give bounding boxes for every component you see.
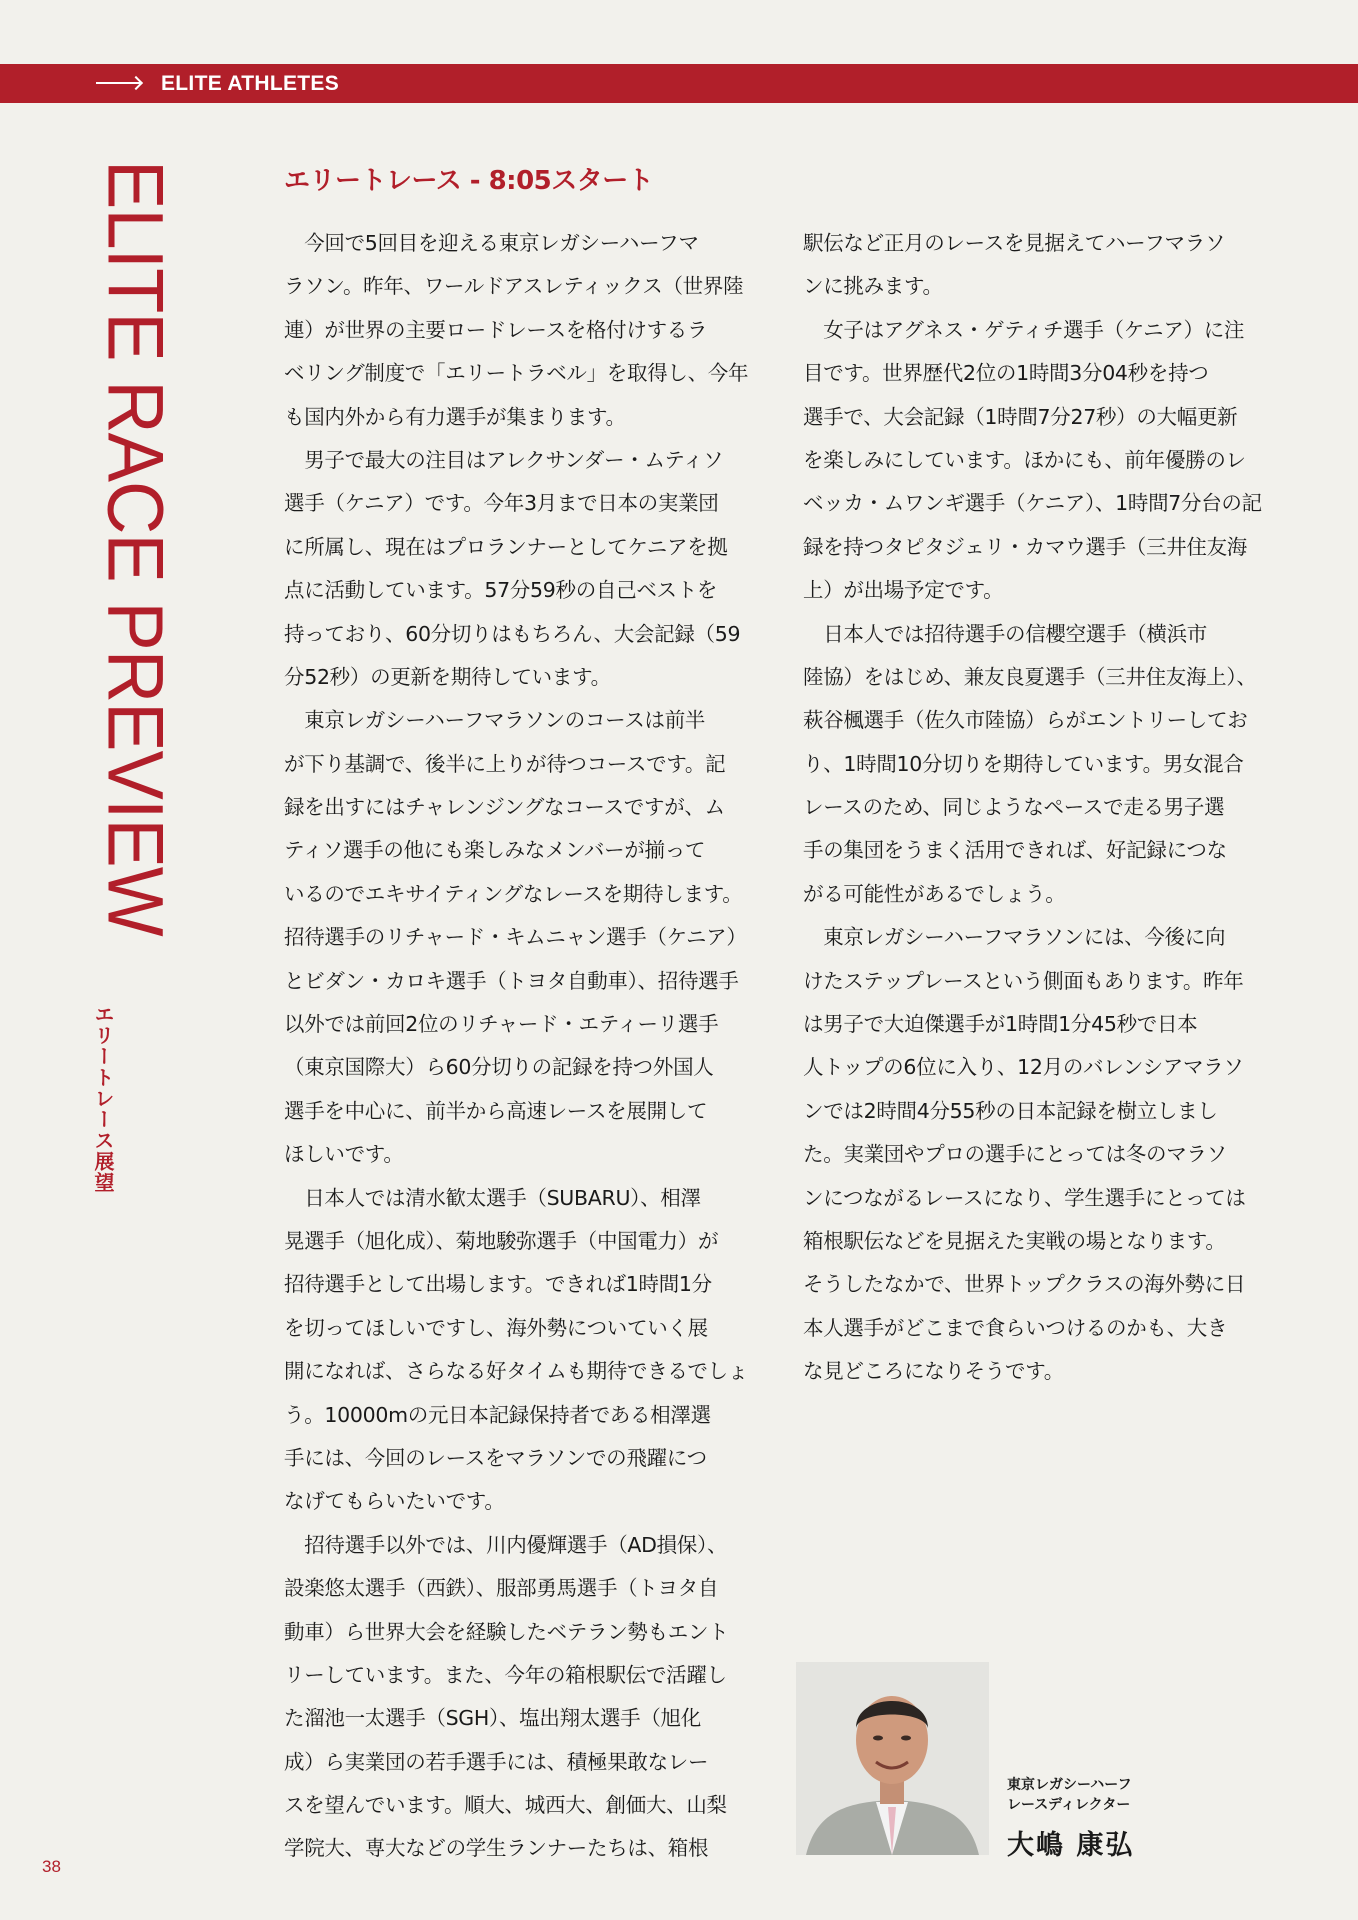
body-text-line: 手には、今回のレースをマラソンでの飛躍につ	[284, 1445, 707, 1470]
page-number: 38	[42, 1857, 61, 1876]
body-text-line: ティソ選手の他にも楽しみなメンバーが揃って	[284, 838, 706, 863]
body-text-line: ンでは2時間4分55秒の日本記録を樹立しまし	[803, 1098, 1218, 1123]
body-text-line: な見どころになりそうです。	[803, 1359, 1064, 1384]
body-text-line: 選手で、大会記録（1時間7分27秒）の大幅更新	[803, 404, 1238, 429]
body-text-line: 今回で5回目を迎える東京レガシーハーフマ	[284, 231, 699, 255]
header-label: ELITE ATHLETES	[161, 72, 340, 95]
body-text-line: 人トップの6位に入り、12月のバレンシアマラソ	[803, 1055, 1244, 1080]
body-text-line: に所属し、現在はプロランナーとしてケニアを拠	[284, 534, 728, 559]
body-text-line: 分52秒）の更新を期待しています。	[284, 664, 611, 689]
body-text-line: ベリング制度で「エリートラベル」を取得し、今年	[284, 361, 749, 386]
body-text-line: ほしいです。	[284, 1142, 404, 1167]
body-text-line: けたステップレースという側面もあります。昨年	[803, 968, 1244, 993]
body-text-line: は男子で大迫傑選手が1時間1分45秒で日本	[803, 1012, 1198, 1037]
body-text-line: 動車）ら世界大会を経験したベテラン勢もエント	[284, 1619, 729, 1644]
body-text-line: 上）が出場予定です。	[803, 578, 1004, 603]
body-text-line: （東京国際大）ら60分切りの記録を持つ外国人	[284, 1055, 714, 1080]
body-text-line: 開になれば、さらなる好タイムも期待できるでしょ	[284, 1359, 748, 1384]
body-text-line: う。10000mの元日本記録保持者である相澤選	[284, 1402, 711, 1427]
section-title: エリートレース - 8:05スタート	[284, 166, 654, 196]
body-text-line: 晃選手（旭化成）、菊地駿弥選手（中国電力）が	[284, 1228, 719, 1253]
director-role-line1: 東京レガシーハーフ	[1007, 1777, 1132, 1793]
body-text-line: ンに挑みます。	[803, 274, 943, 299]
body-text-line: 招待選手のリチャード・キムニャン選手（ケニア）	[284, 925, 747, 950]
body-text-line: 駅伝など正月のレースを見据えてハーフマラソ	[803, 231, 1226, 255]
body-text-line: 女子はアグネス・ゲティチ選手（ケニア）に注	[803, 317, 1245, 342]
body-text-line: た。実業団やプロの選手にとっては冬のマラソ	[803, 1142, 1227, 1167]
body-text-line: 選手を中心に、前半から高速レースを展開して	[284, 1098, 708, 1123]
body-text-line: スを望んでいます。順大、城西大、創価大、山梨	[284, 1793, 727, 1818]
body-text-line: 萩谷楓選手（佐久市陸協）らがエントリーしてお	[803, 708, 1248, 733]
body-text-line: リーしています。また、今年の箱根駅伝で活躍し	[284, 1662, 727, 1687]
body-column-left	[284, 222, 748, 1871]
body-column-right	[803, 222, 1262, 1394]
body-text-line: ベッカ・ムワンギ選手（ケニア）、1時間7分台の記	[803, 491, 1262, 516]
body-text-line: 本人選手がどこまで食らいつけるのかも、大き	[803, 1315, 1228, 1340]
body-text-line: が下り基調で、後半に上りが待つコースです。記	[284, 751, 726, 776]
body-text-line: 日本人では清水歓太選手（SUBARU）、相澤	[284, 1185, 701, 1210]
body-text-line: ンにつながるレースになり、学生選手にとっては	[803, 1185, 1246, 1210]
body-text-line: 成）ら実業団の若手選手には、積極果敢なレー	[284, 1749, 709, 1774]
body-text-line: り、1時間10分切りを期待しています。男女混合	[803, 751, 1244, 776]
body-text-line: 陸協）をはじめ、兼友良夏選手（三井住友海上）、	[803, 664, 1257, 689]
body-text-line: も国内外から有力選手が集まります。	[284, 404, 626, 429]
header-bar	[0, 64, 1358, 103]
director-photo	[796, 1662, 989, 1855]
body-text-line: 学院大、専大などの学生ランナーたちは、箱根	[284, 1836, 709, 1861]
body-text-line: た溜池一太選手（SGH）、塩出翔太選手（旭化	[284, 1706, 701, 1731]
body-text-line: いるのでエキサイティングなレースを期待します。	[284, 881, 743, 906]
body-text-line: 選手（ケニア）です。今年3月まで日本の実業団	[284, 491, 719, 516]
body-text-line: がる可能性があるでしょう。	[803, 881, 1066, 906]
body-text-line: 録を持つタピタジェリ・カマウ選手（三井住友海	[803, 534, 1247, 559]
body-text-line: 手の集団をうまく活用できれば、好記録につな	[803, 838, 1227, 863]
body-text-line: ラソン。昨年、ワールドアスレティックス（世界陸	[284, 274, 744, 299]
body-text-line: 点に活動しています。57分59秒の自己ベストを	[284, 578, 718, 603]
body-text-line: 招待選手として出場します。できれば1時間1分	[284, 1272, 712, 1297]
body-text-line: 設楽悠太選手（西鉄）、服部勇馬選手（トヨタ自	[284, 1576, 719, 1601]
director-role	[1007, 1775, 1132, 1815]
body-text-line: 録を出すにはチャレンジングなコースですが、ム	[284, 795, 725, 820]
director-role-line2: レースディレクター	[1007, 1797, 1131, 1813]
body-text-line: を楽しみにしています。ほかにも、前年優勝のレ	[803, 447, 1246, 472]
body-text-line: 男子で最大の注目はアレクサンダー・ムティソ	[284, 447, 724, 472]
body-text-line: 箱根駅伝などを見据えた実戦の場となります。	[803, 1228, 1226, 1253]
arrow-right-icon	[96, 82, 140, 84]
body-text-line: 招待選手以外では、川内優輝選手（AD損保）、	[284, 1532, 728, 1557]
director-name: 大嶋 康弘	[1007, 1830, 1135, 1861]
side-subtitle: エリートレース展望	[91, 1004, 115, 1193]
body-text-line: 日本人では招待選手の信櫻空選手（横浜市	[803, 621, 1207, 646]
side-title: ELITE RACE PREVIEW	[91, 160, 180, 936]
body-text-line: なげてもらいたいです。	[284, 1489, 505, 1514]
person-portrait-icon	[796, 1662, 989, 1855]
body-text-line: 持っており、60分切りはもちろん、大会記録（59	[284, 621, 741, 646]
body-text-line: 東京レガシーハーフマラソンのコースは前半	[284, 708, 706, 733]
body-text-line: 連）が世界の主要ロードレースを格付けするラ	[284, 317, 708, 342]
body-text-line: 以外では前回2位のリチャード・エティーリ選手	[284, 1012, 719, 1037]
body-text-line: を切ってほしいですし、海外勢についていく展	[284, 1315, 708, 1340]
body-text-line: 目です。世界歴代2位の1時間3分04秒を持つ	[803, 361, 1209, 386]
body-text-line: とビダン・カロキ選手（トヨタ自動車）、招待選手	[284, 968, 739, 993]
body-text-line: そうしたなかで、世界トップクラスの海外勢に日	[803, 1272, 1246, 1297]
body-text-line: レースのため、同じようなペースで走る男子選	[803, 795, 1225, 820]
body-text-line: 東京レガシーハーフマラソンには、今後に向	[803, 925, 1226, 950]
